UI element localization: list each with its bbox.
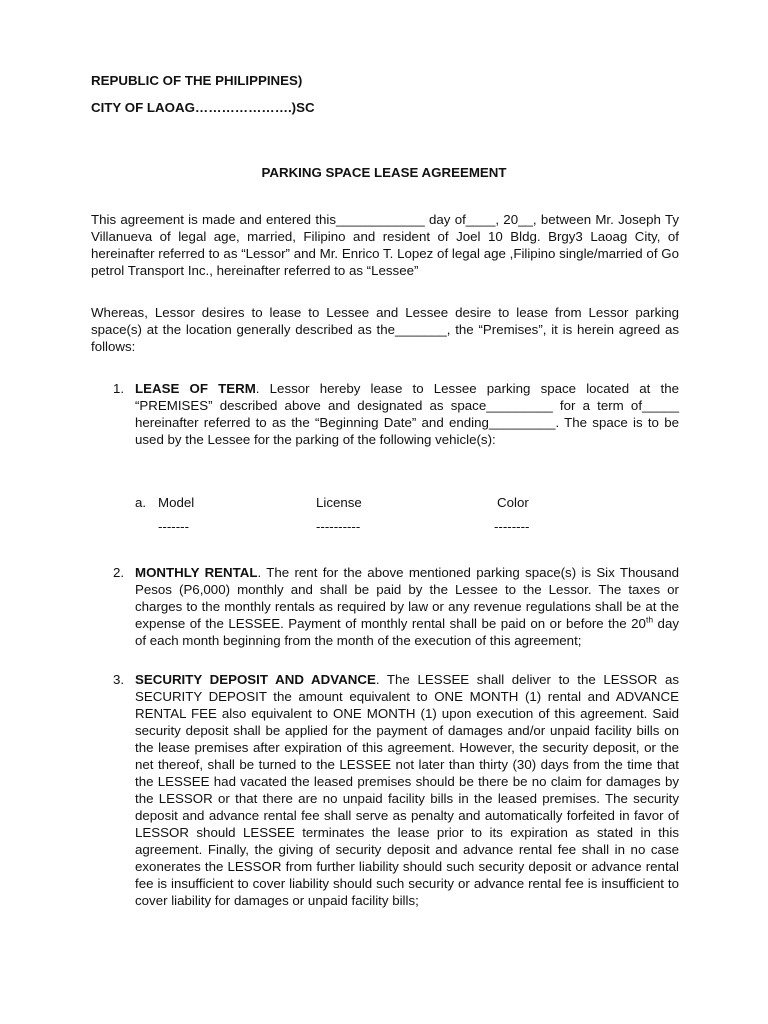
section-text: . Lessor hereby lease to Lessee parking space located at the “PREMISES” described above and designated as space_________ for a term of_____ hereinafter referred to as the “Beginning Date” and ending_________. The space is to be used by the Lessee for the parking of the following vehicle(s): — [135, 381, 679, 448]
section-heading: LEASE OF TERM — [135, 381, 256, 396]
document-title: PARKING SPACE LEASE AGREEMENT — [261, 165, 507, 180]
section-body — [135, 564, 679, 649]
column-header-model: Model — [158, 495, 195, 510]
header-line-2: CITY OF LAOAG………………….)SC — [91, 100, 315, 115]
blank-color: -------- — [494, 519, 530, 534]
blank-license: ---------- — [316, 519, 361, 534]
section-body — [135, 671, 679, 909]
section-heading: SECURITY DEPOSIT AND ADVANCE — [135, 672, 376, 687]
blank-model: ------- — [158, 519, 189, 534]
whereas-paragraph: Whereas, Lessor desires to lease to Lessee and Lessee desire to lease from Lessor parking space(s) at the location generally described as the_______, the “Premises”, it is herein agreed as follows: — [91, 305, 679, 355]
header-line-1: REPUBLIC OF THE PHILIPPINES) — [91, 73, 303, 88]
vehicle-table — [135, 494, 555, 538]
section-number: 3. — [113, 672, 125, 687]
section-heading: MONTHLY RENTAL — [135, 565, 258, 580]
section-3 — [113, 671, 679, 909]
section-body — [135, 380, 679, 448]
vehicle-item-prefix: a. — [135, 495, 147, 510]
section-text-end: day of each month beginning from the month of the execution of this agreement; — [135, 616, 679, 649]
section-text: . The LESSEE shall deliver to the LESSOR as SECURITY DEPOSIT the amount equivalent to ONE MONTH (1) rental and ADVANCE RENTAL FEE also equivalent to ONE MONTH (1) upon execution of this agreement. Said security deposit shall be applied for the payment of damages and/or unpaid facility bills on the lease premises after expiration of this agreement. However, the security deposit, or the net thereof, shall be turned to the LESSEE not later than thirty (30) days from the time that the LESSEE had vacated the leased premises should be there be no claim for damages by the LESSOR or that there are no unpaid facility bills in the leased premises. The security deposit and advance rental fee shall serve as penalty and automatically forfeited in favor of LESSOR should LESSEE terminates the lease prior to its expiration as stated in this agreement. Finally, the giving of security deposit and advance rental fee shall in no case exonerates the LESSOR from further liability should such security deposit or advance rental fee is insufficient to cover liability should such security or advance rental fee is insufficient to cover liability for damages or unpaid facility bills; — [135, 672, 680, 909]
section-2 — [113, 564, 679, 649]
section-1 — [113, 380, 679, 448]
intro-paragraph: This agreement is made and entered this____________ day of____, 20__, between Mr. Joseph Ty Villanueva of legal age, married, Filipino and resident of Joel 10 Bldg. Brgy3 Laoag City, of hereinafter referred to as “Lessor” and Mr. Enrico T. Lopez of legal age ,Filipino single/married of Go petrol Transport Inc., hereinafter referred to as “Lessee” — [91, 212, 679, 279]
column-header-license: License — [316, 495, 362, 510]
section-text: . The rent for the above mentioned parking space(s) is Six Thousand Pesos (P6,000) monthly and shall be paid by the Lessee to the Lessor. The taxes or charges to the monthly rentals as required by law or any revenue regulations shall be at the expense of the LESSEE. Payment of monthly rental shall be paid on or before the 20 — [135, 565, 679, 632]
ordinal-suffix: th — [645, 614, 654, 625]
section-number: 1. — [113, 381, 125, 396]
section-number: 2. — [113, 565, 125, 580]
column-header-color: Color — [497, 495, 529, 510]
